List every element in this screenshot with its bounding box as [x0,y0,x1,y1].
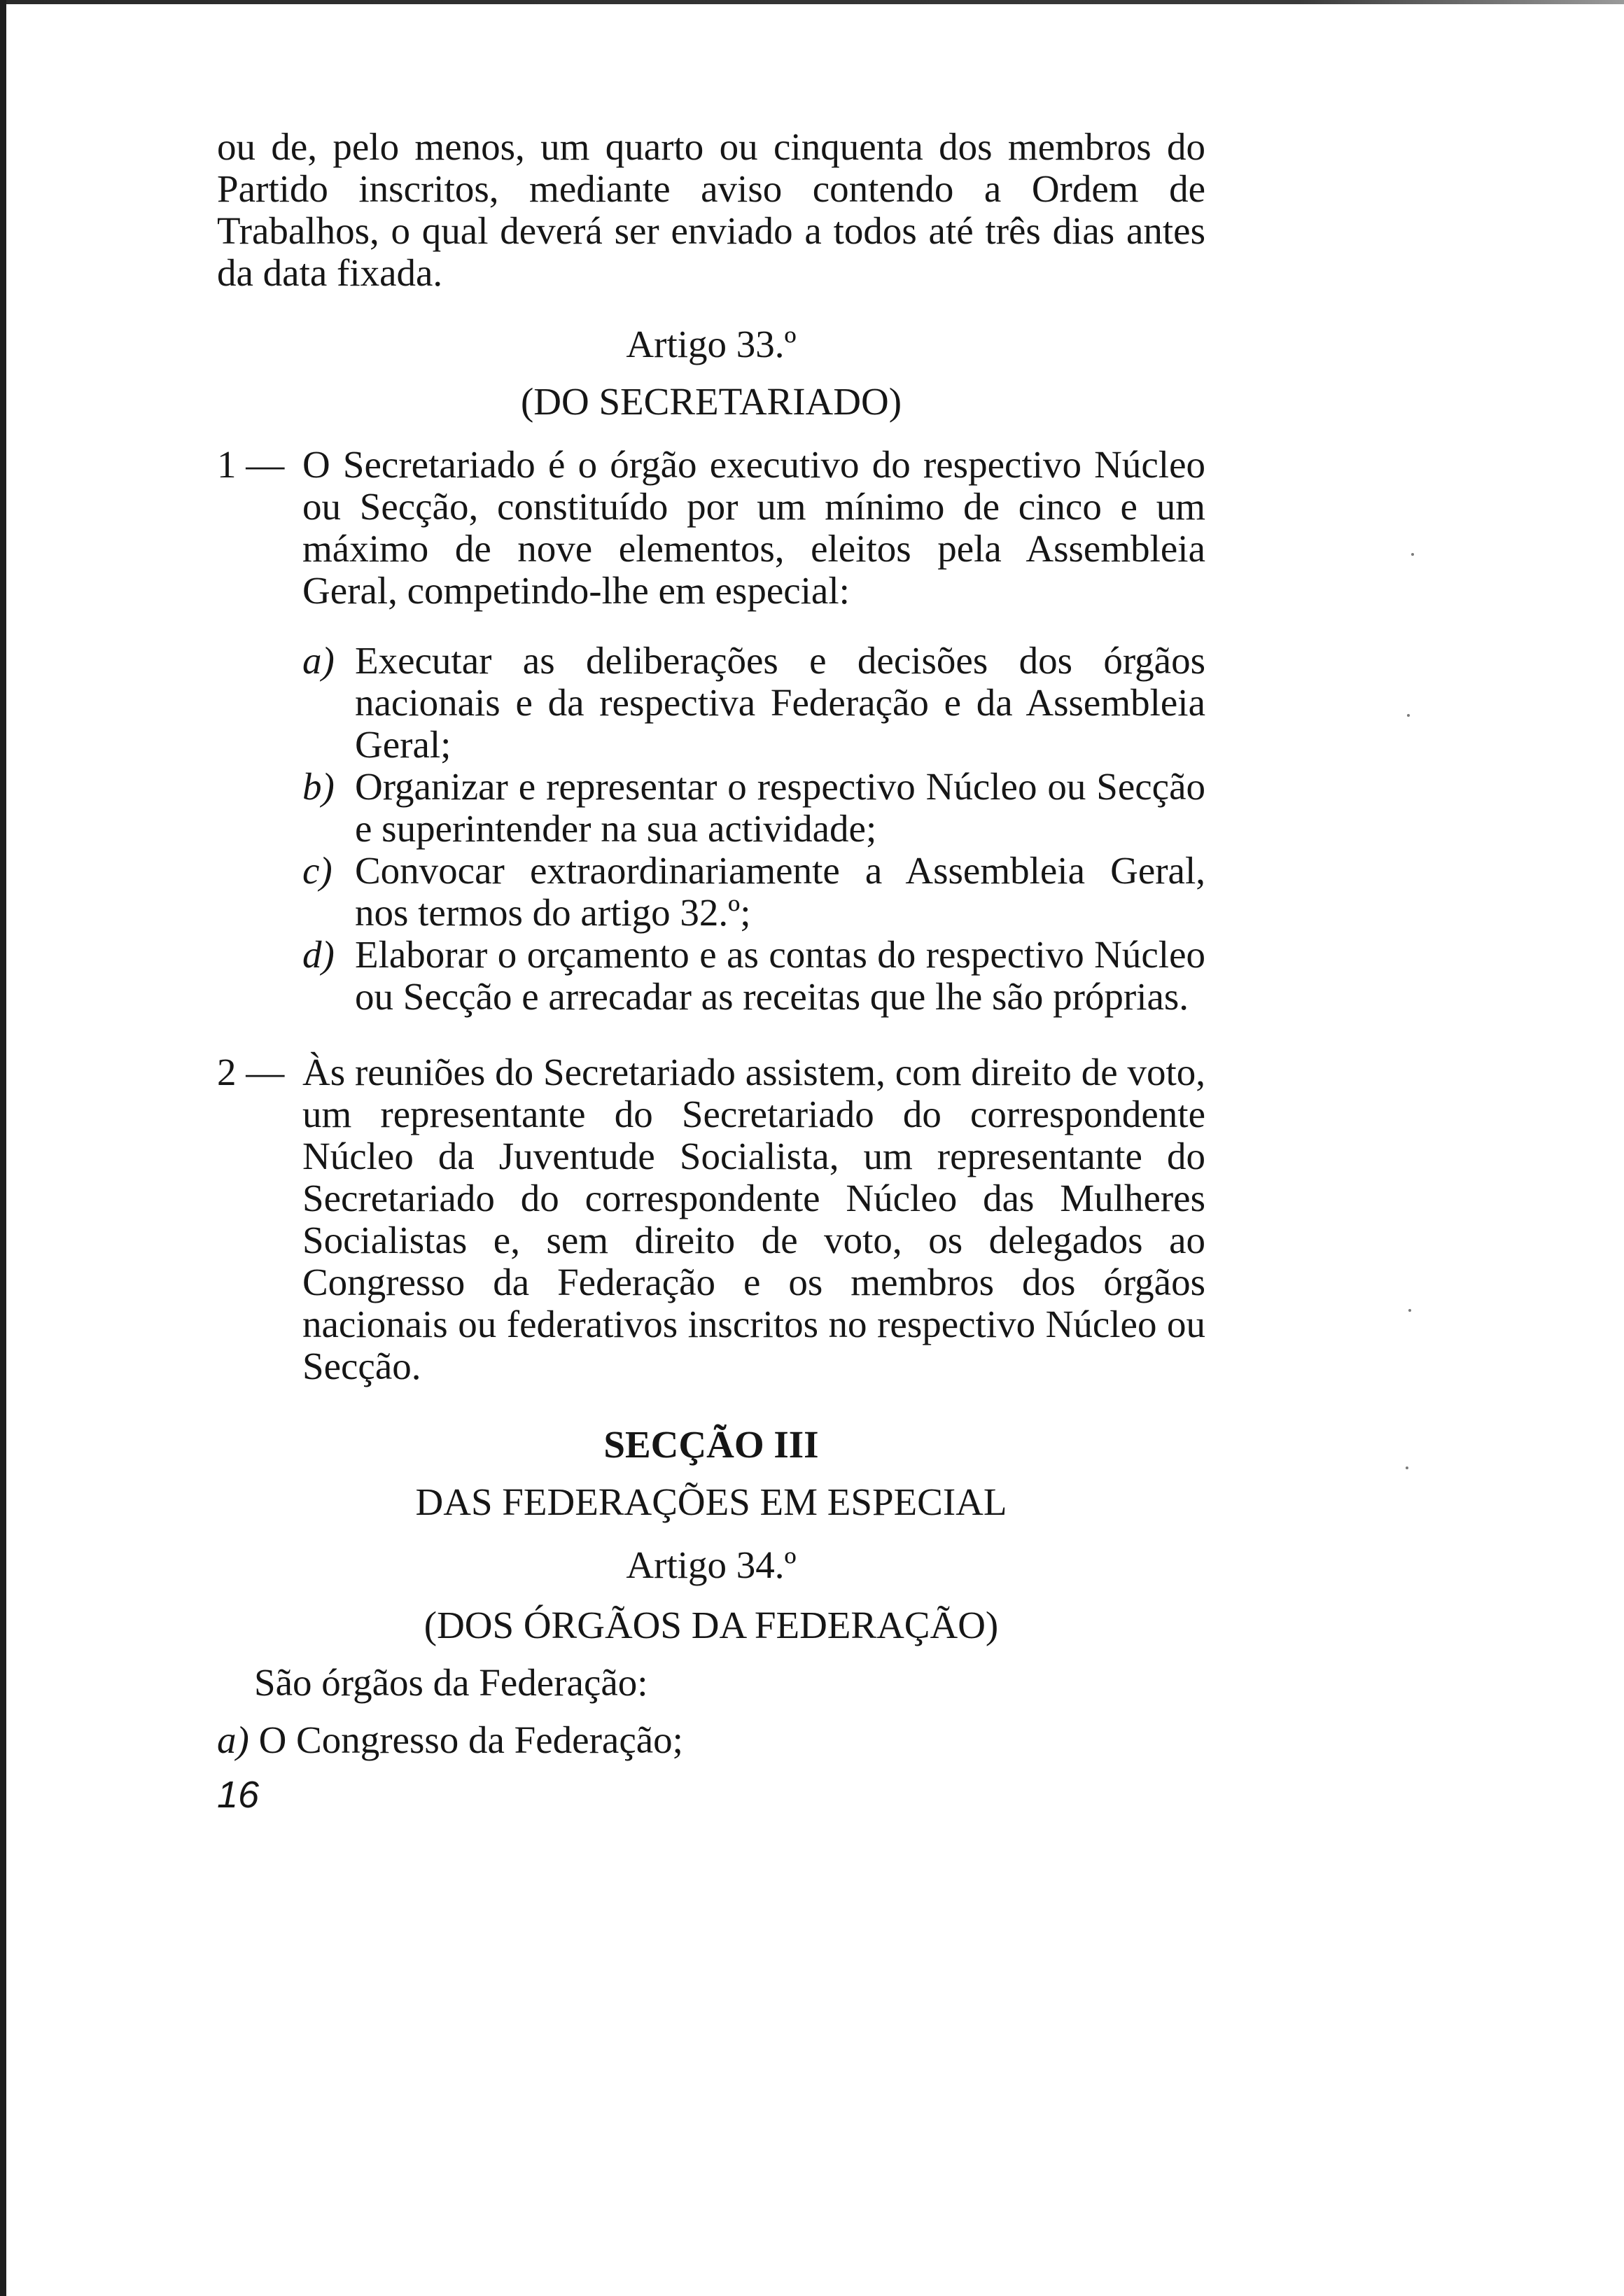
article-33-number: Artigo 33.º [626,323,797,365]
scan-speck [1407,714,1410,717]
subitem-text: Organizar e representar o respectivo Núcleo ou Secção e superintender na sua actividade; [355,765,1205,850]
intro-paragraph: ou de, pelo menos, um quarto ou cinquenta dos membros do Partido inscritos, mediante aviso contendo a Ordem de Trabalhos, o qual deverá ser enviado a todos até três dias antes da data fixada. [217,125,1205,294]
page-number: 16 [217,1774,260,1816]
scan-speck [1408,1309,1411,1312]
article-34-number: Artigo 34.º [626,1544,797,1586]
subitem-c [217,850,1205,934]
item-number: 2 — [217,1051,285,1093]
subitem-label: b) [302,765,335,808]
item-text: Às reuniões do Secretariado assistem, com direito de voto, um representante do Secretariado do correspondente Núcleo da Juventude Socialista, um representante do Secretariado do correspondente Núcleo das Mulheres Socialistas e, sem direito de voto, os delegados ao Congresso da Federação e os membros dos órgãos nacionais ou federativos inscritos no respectivo Núcleo ou Secção. [302,1051,1205,1387]
page-top-edge [0,0,1624,4]
article-33-title: (DO SECRETARIADO) [520,380,902,423]
subitem-d [217,934,1205,1018]
article-33-item-1 [217,444,1205,612]
article-33-item-2 [217,1051,1205,1387]
article-34-item-a [217,1719,1205,1761]
item-text: O Secretariado é o órgão executivo do respectivo Núcleo ou Secção, constituído por um mínimo de cinco e um máximo de nove elementos, eleitos pela Assembleia Geral, competindo-lhe em especial: [302,443,1205,612]
item-label: a) [217,1718,249,1761]
subitem-label: a) [302,639,335,682]
article-33-subitems [217,640,1205,1018]
scan-speck [1406,1466,1408,1469]
section-heading: SECÇÃO III [603,1423,819,1466]
scan-speck [1411,553,1414,556]
subitem-text: Convocar extraordinariamente a Assembleia Geral, nos termos do artigo 32.º; [355,849,1205,934]
article-34-lead: São órgãos da Federação: [254,1661,648,1704]
item-number: 1 — [217,443,285,486]
subitem-text: Elaborar o orçamento e as contas do respectivo Núcleo ou Secção e arrecadar as receitas que lhe são próprias. [355,933,1205,1018]
article-34-title: (DOS ÓRGÃOS DA FEDERAÇÃO) [424,1604,999,1646]
subitem-text: Executar as deliberações e decisões dos órgãos nacionais e da respectiva Federação e da Assembleia Geral; [355,639,1205,766]
subitem-label: c) [302,849,332,892]
section-subtitle: DAS FEDERAÇÕES EM ESPECIAL [415,1480,1007,1523]
subitem-label: d) [302,933,335,976]
subitem-a [217,640,1205,766]
document-page [217,126,1205,1816]
page-left-edge [0,0,6,2296]
item-text: O Congresso da Federação; [258,1718,683,1761]
subitem-b [217,766,1205,850]
